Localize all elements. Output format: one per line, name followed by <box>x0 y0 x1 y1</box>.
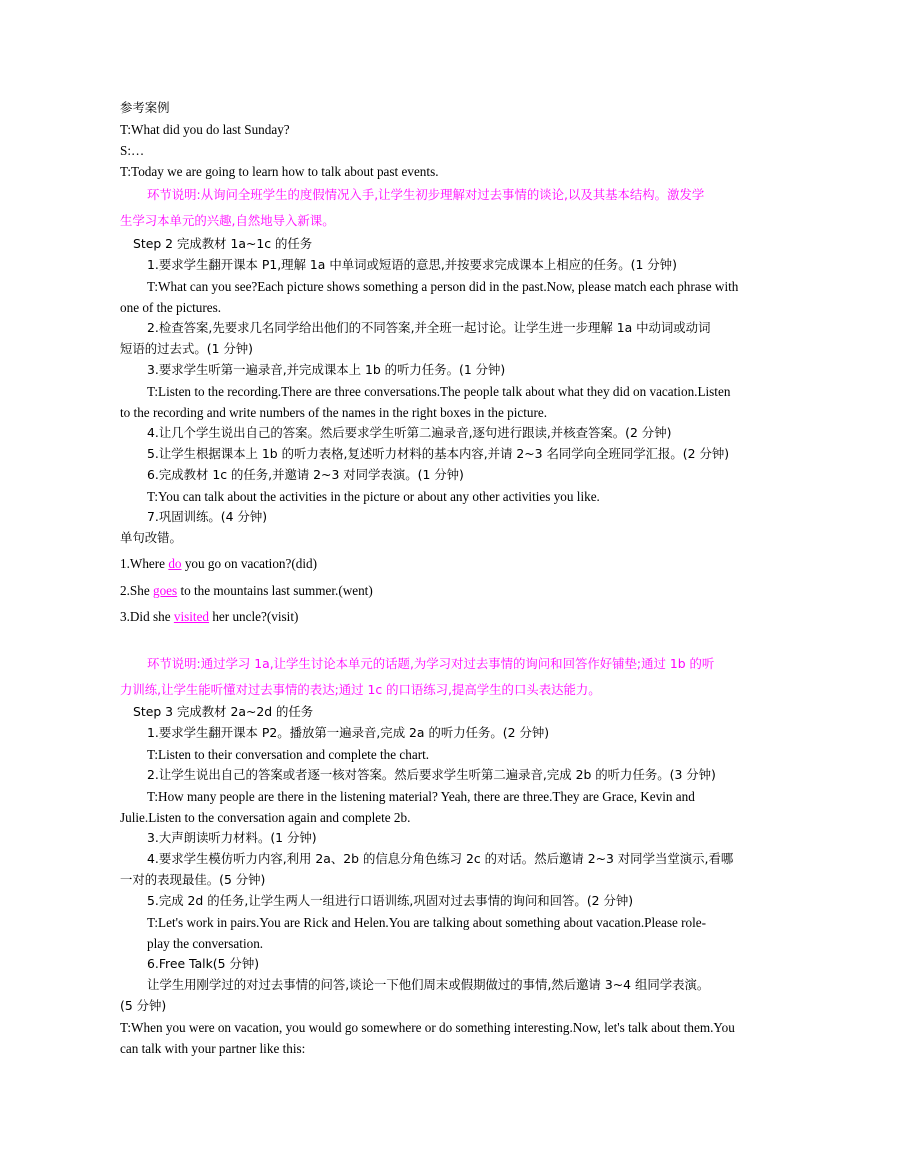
step-item: 1.要求学生翻开课本 P2。播放第一遍录音,完成 2a 的听力任务。(2 分钟) <box>147 725 550 740</box>
exercise-text: you go on vacation?(did) <box>181 556 318 571</box>
step-item: 4.要求学生模仿听力内容,利用 2a、2b 的信息分角色练习 2c 的对话。然后邀请 2~3 对同学当堂演示,看哪 <box>147 851 734 866</box>
step-item: 5.让学生根据课本上 1b 的听力表格,复述听力材料的基本内容,并请 2~3 名同学向全班同学汇报。(2 分钟) <box>147 446 730 461</box>
teacher-line: one of the pictures. <box>120 300 222 315</box>
step-item: 3.大声朗读听力材料。(1 分钟) <box>147 830 317 845</box>
step-item: 4.让几个学生说出自己的答案。然后要求学生听第二遍录音,逐句进行跟读,并核查答案。(2 分钟) <box>147 425 672 440</box>
dialog-line: T:What did you do last Sunday? <box>120 122 290 137</box>
teacher-line: to the recording and write numbers of the names in the right boxes in the picture. <box>120 405 548 420</box>
note-line: 环节说明:通过学习 1a,让学生讨论本单元的话题,为学习对过去事情的询问和回答作好铺垫;通过 1b 的听 <box>147 656 715 671</box>
exercise-item <box>120 583 782 599</box>
step-item: (5 分钟) <box>120 998 167 1013</box>
step-item: 3.要求学生听第一遍录音,并完成课本上 1b 的听力任务。(1 分钟) <box>147 362 506 377</box>
exercise-item <box>120 609 782 625</box>
error-word: goes <box>152 583 178 598</box>
exercise-text: 2.She <box>120 583 153 598</box>
dialog-line: T:Today we are going to learn how to talk about past events. <box>120 164 439 179</box>
teacher-line: T:Listen to their conversation and complete the chart. <box>147 747 430 762</box>
error-word: do <box>168 556 182 571</box>
teacher-line: T:How many people are there in the listening material? Yeah, there are three.They are Grace, Kevin and <box>147 789 695 804</box>
step-item: 7.巩固训练。(4 分钟) <box>147 509 268 524</box>
step-item: 1.要求学生翻开课本 P1,理解 1a 中单词或短语的意思,并按要求完成课本上相应的任务。(1 分钟) <box>147 257 677 272</box>
teacher-line: T:You can talk about the activities in the picture or about any other activities you like. <box>147 489 600 504</box>
step-item: 6.完成教材 1c 的任务,并邀请 2~3 对同学表演。(1 分钟) <box>147 467 464 482</box>
error-word: visited <box>173 609 210 624</box>
teacher-line: T:Listen to the recording.There are three conversations.The people talk about what they did on vacation.Listen <box>147 384 731 399</box>
exercise-text: 1.Where <box>120 556 169 571</box>
step-item: 6.Free Talk(5 分钟) <box>147 956 260 971</box>
step-item: 让学生用刚学过的对过去事情的问答,谈论一下他们周末或假期做过的事情,然后邀请 3~4 组同学表演。 <box>147 977 710 992</box>
step-heading: Step 3 完成教材 2a~2d 的任务 <box>133 704 314 719</box>
note-line: 力训练,让学生能听懂对过去事情的表达;通过 1c 的口语练习,提高学生的口头表达能力。 <box>120 682 601 697</box>
exercise-text: to the mountains last summer.(went) <box>177 583 373 598</box>
step-item: 2.检查答案,先要求几名同学给出他们的不同答案,并全班一起讨论。让学生进一步理解 1a 中动词或动词 <box>147 320 711 335</box>
teacher-line: T:Let's work in pairs.You are Rick and Helen.You are talking about something about vacation.Please role- <box>147 915 707 930</box>
step-item: 5.完成 2d 的任务,让学生两人一组进行口语训练,巩固对过去事情的询问和回答。(2 分钟) <box>147 893 634 908</box>
step-item: 一对的表现最佳。(5 分钟) <box>120 872 266 887</box>
note-line: 环节说明:从询问全班学生的度假情况入手,让学生初步理解对过去事情的谈论,以及其基本结构。激发学 <box>147 187 705 202</box>
exercise-title: 单句改错。 <box>120 530 182 545</box>
step-item: 短语的过去式。(1 分钟) <box>120 341 254 356</box>
teacher-line: Julie.Listen to the conversation again and complete 2b. <box>120 810 411 825</box>
teacher-line: T:What can you see?Each picture shows something a person did in the past.Now, please match each phrase with <box>147 279 739 294</box>
exercise-text: her uncle?(visit) <box>209 609 299 624</box>
teacher-line: T:When you were on vacation, you would go somewhere or do something interesting.Now, let's talk about them.You <box>120 1020 735 1035</box>
section-heading: 参考案例 <box>120 100 170 115</box>
exercise-item <box>120 556 782 572</box>
exercise-text: 3.Did she <box>120 609 174 624</box>
step-item: 2.让学生说出自己的答案或者逐一核对答案。然后要求学生听第二遍录音,完成 2b 的听力任务。(3 分钟) <box>147 767 716 782</box>
teacher-line: can talk with your partner like this: <box>120 1041 306 1056</box>
note-line: 生学习本单元的兴趣,自然地导入新课。 <box>120 213 335 228</box>
teacher-line: play the conversation. <box>147 936 264 951</box>
dialog-line: S:… <box>120 143 145 158</box>
step-heading: Step 2 完成教材 1a~1c 的任务 <box>133 236 313 251</box>
